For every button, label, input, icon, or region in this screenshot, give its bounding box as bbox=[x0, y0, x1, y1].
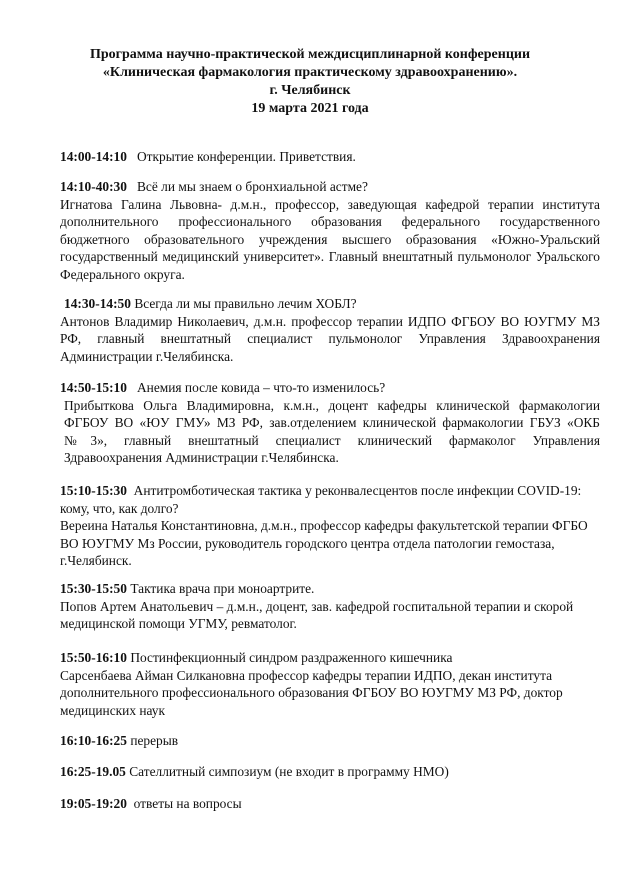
entry-time: 16:25-19.05 bbox=[60, 764, 126, 779]
header-city: г. Челябинск bbox=[269, 83, 351, 98]
program-entry bbox=[60, 580, 600, 633]
entry-title: Всё ли мы знаем о бронхиальной астме? bbox=[137, 179, 368, 194]
entry-time: 16:10-16:25 bbox=[60, 733, 127, 748]
entry-speaker: Сарсенбаева Айман Силкановна профессор кафедры терапии ИДПО, декан института дополнительного профессионального образования ФГБОУ ВО ЮУГМУ МЗ РФ, доктор медицинских наук bbox=[60, 667, 563, 718]
header-conference-name: «Клиническая фармакология практическому здравоохранению». bbox=[102, 65, 518, 80]
entry-time: 15:50-16:10 bbox=[60, 650, 127, 665]
entry-title: Постинфекционный синдром раздраженного кишечника bbox=[130, 650, 453, 665]
entry-title: Тактика врача при моноартрите. bbox=[130, 581, 315, 596]
entry-time: 14:30-14:50 bbox=[64, 296, 131, 311]
program-entry bbox=[60, 482, 600, 570]
entry-time: 14:50-15:10 bbox=[60, 380, 127, 395]
program-entry bbox=[60, 178, 600, 284]
program-entry bbox=[60, 763, 600, 781]
entry-speaker: Вереина Наталья Константиновна, д.м.н., профессор кафедры факультетской терапии ФГБО ВО ЮУГМУ Мз России, руководитель городского центра отдела патологии гемостаза, г.Челябинск. bbox=[60, 518, 588, 569]
entry-time: 14:00-14:10 bbox=[60, 149, 127, 164]
program-entry bbox=[60, 795, 600, 813]
entry-speaker: Попов Артем Анатольевич – д.м.н., доцент, зав. кафедрой госпитальной терапии и скорой медицинской помощи УГМУ, ревматолог. bbox=[60, 598, 574, 632]
header-date: 19 марта 2021 года bbox=[251, 101, 369, 116]
program-entry bbox=[60, 732, 600, 750]
entry-time: 14:10-40:30 bbox=[60, 179, 127, 194]
entry-title: Антитромботическая тактика у реконвалесцентов после инфекции COVID-19: кому, что, как долго? bbox=[60, 483, 582, 516]
entry-time: 15:30-15:50 bbox=[60, 581, 127, 596]
program-entry bbox=[60, 379, 600, 467]
entry-time: 15:10-15:30 bbox=[60, 483, 127, 498]
entry-title: Открытие конференции. Приветствия. bbox=[137, 149, 356, 164]
entry-speaker: Игнатова Галина Львовна- д.м.н., профессор, заведующая кафедрой терапии института дополнительного профессионального образования федерального государственного бюджетного образовательного учреждения высшего образования «Южно-Уральский государственный медицинский университет». Главный внештатный пульмонолог Уральского Федерального округа. bbox=[60, 196, 600, 282]
program-entry bbox=[60, 148, 600, 166]
entry-title: ответы на вопросы bbox=[133, 796, 242, 811]
header-title: Программа научно-практической междисциплинарной конференции bbox=[89, 47, 531, 62]
entry-title: Сателлитный симпозиум (не входит в программу НМО) bbox=[129, 764, 449, 779]
program-entry bbox=[60, 649, 600, 719]
program-entry bbox=[60, 295, 600, 365]
entry-speaker: Прибыткова Ольга Владимировна, к.м.н., доцент кафедры клинической фармакологии ФГБОУ ВО «ЮУ ГМУ» МЗ РФ, зав.отделением клинической фармакологии ГБУЗ «ОКБ №3», главный внештатный специалист клинический фармаколог Управления Здравоохранения Администрации г.Челябинска. bbox=[64, 397, 600, 466]
entry-title: Всегда ли мы правильно лечим ХОБЛ? bbox=[134, 296, 357, 311]
entry-title: Анемия после ковида – что-то изменилось? bbox=[137, 380, 386, 395]
entry-title: перерыв bbox=[130, 733, 179, 748]
entry-time: 19:05-19:20 bbox=[60, 796, 127, 811]
entry-speaker: Антонов Владимир Николаевич, д.м.н. профессор терапии ИДПО ФГБОУ ВО ЮУГМУ МЗ РФ, главный внештатный специалист пульмонолог Управления Здравоохранения Администрации г.Челябинска. bbox=[60, 313, 600, 364]
document-header bbox=[40, 46, 580, 118]
